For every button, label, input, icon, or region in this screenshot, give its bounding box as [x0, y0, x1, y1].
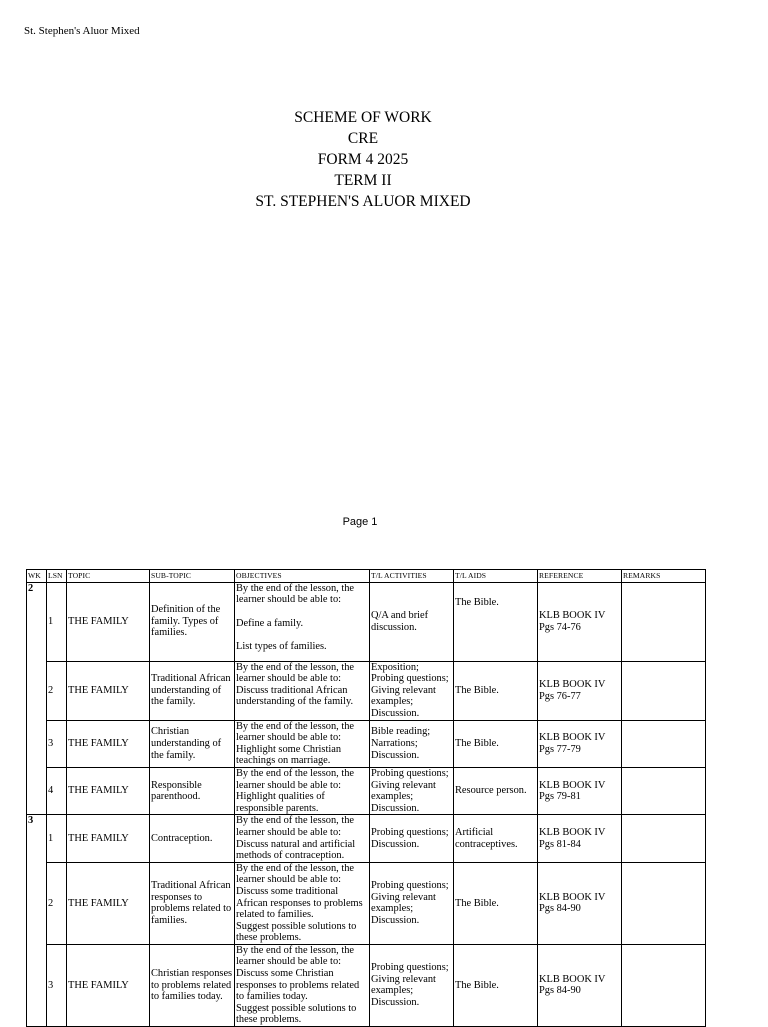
title-line: SCHEME OF WORK [294, 109, 432, 126]
topic-cell: THE FAMILY [67, 661, 150, 720]
activities-text: Probing questions; Giving relevant examples; Discussion. [371, 880, 449, 926]
activities-cell: Q/A and brief discussion. [370, 582, 454, 661]
remarks-cell [622, 815, 706, 862]
activities-text: Probing questions; Giving relevant examples; Discussion. [371, 962, 449, 1009]
activities-text: Exposition; Probing questions; Giving relevant examples; Discussion. [371, 661, 449, 719]
topic-cell: THE FAMILY [67, 767, 150, 814]
reference-text: KLB BOOK IV Pgs 74-76 [539, 610, 606, 633]
aids-cell: The Bible. [454, 862, 538, 944]
activities-cell [370, 661, 454, 720]
title-line: TERM II [334, 172, 392, 189]
objectives-text: By the end of the lesson, the learner should be able to: Discuss some traditional African responses to problems related to families. Suggest possible solutions to these problems. [236, 862, 363, 944]
remarks-cell [622, 862, 706, 944]
table-row [27, 815, 706, 862]
table-row [27, 944, 706, 1026]
reference-text: KLB BOOK IV Pgs 77-79 [539, 732, 606, 755]
reference-cell [538, 661, 622, 720]
topic-cell: THE FAMILY [67, 720, 150, 767]
objectives-text: By the end of the lesson, the learner should be able to: Discuss traditional African understanding of the family. [236, 661, 355, 708]
table-row [27, 862, 706, 944]
table-row [27, 767, 706, 814]
title-line: FORM 4 2025 [317, 151, 409, 168]
aids-cell: The Bible. [454, 661, 538, 720]
title-line: CRE [347, 130, 379, 147]
document-title-block [0, 107, 726, 212]
week-number-cell [27, 582, 47, 815]
col-header-aids: T/L AIDS [454, 570, 538, 583]
activities-cell [370, 944, 454, 1026]
remarks-cell [622, 720, 706, 767]
objective-item: List types of families. [236, 641, 327, 653]
lesson-number-cell: 4 [47, 767, 67, 814]
objectives-text: By the end of the lesson, the learner should be able to: Highlight qualities of responsible parents. [236, 767, 355, 814]
col-header-topic: TOPIC [67, 570, 150, 583]
objectives-cell [235, 582, 370, 661]
table-row [27, 720, 706, 767]
objectives-cell [235, 720, 370, 767]
reference-cell [538, 720, 622, 767]
col-header-remarks: REMARKS [622, 570, 706, 583]
reference-cell [538, 815, 622, 862]
week-number-cell [27, 815, 47, 1027]
sub-topic-cell: Contraception. [150, 815, 235, 862]
col-header-lsn: LSN [47, 570, 67, 583]
lesson-number-cell: 2 [47, 862, 67, 944]
reference-cell [538, 582, 622, 661]
sub-topic-cell: Traditional African responses to problems related to families. [150, 862, 235, 944]
reference-text: KLB BOOK IV Pgs 84-90 [539, 973, 606, 997]
sub-topic-cell: Christian responses to problems related to families today. [150, 944, 235, 1026]
activities-cell [370, 767, 454, 814]
activities-text: Probing questions; Giving relevant examples; Discussion. [371, 767, 449, 814]
activities-cell [370, 720, 454, 767]
sub-topic-cell: Responsible parenthood. [150, 767, 235, 814]
activities-cell [370, 862, 454, 944]
lesson-number-cell: 2 [47, 661, 67, 720]
sub-topic-cell: Christian understanding of the family. [150, 720, 235, 767]
sub-topic-cell: Definition of the family. Types of families. [150, 582, 235, 661]
aids-cell: Artificial contraceptives. [454, 815, 538, 862]
col-header-activities: T/L ACTIVITIES [370, 570, 454, 583]
objectives-text: By the end of the lesson, the learner should be able to: Discuss some Christian responses to problems related to families today. Suggest possible solutions to these problems. [236, 944, 360, 1026]
remarks-cell [622, 767, 706, 814]
aids-cell: Resource person. [454, 767, 538, 814]
sub-topic-cell: Traditional African understanding of the family. [150, 661, 235, 720]
reference-text: KLB BOOK IV Pgs 81-84 [539, 826, 606, 850]
remarks-cell [622, 661, 706, 720]
table-row [27, 661, 706, 720]
reference-text: KLB BOOK IV Pgs 76-77 [539, 679, 606, 702]
aids-cell: The Bible. [454, 582, 538, 661]
reference-cell [538, 944, 622, 1026]
objectives-cell [235, 944, 370, 1026]
aids-cell: The Bible. [454, 944, 538, 1026]
scheme-of-work-table [26, 569, 706, 1027]
page-number-label: Page 1 [342, 516, 378, 528]
objectives-cell [235, 862, 370, 944]
objectives-cell [235, 767, 370, 814]
week-number: 2 [28, 582, 34, 594]
reference-text: KLB BOOK IV Pgs 84-90 [539, 891, 606, 915]
table-row [27, 582, 706, 661]
objectives-intro: By the end of the lesson, the learner should be able to: [236, 582, 355, 606]
topic-cell: THE FAMILY [67, 944, 150, 1026]
objective-item: Define a family. [236, 617, 304, 629]
lesson-number-cell: 1 [47, 582, 67, 661]
topic-cell: THE FAMILY [67, 815, 150, 862]
lesson-number-cell: 3 [47, 944, 67, 1026]
remarks-cell [622, 582, 706, 661]
activities-cell [370, 815, 454, 862]
title-line: ST. STEPHEN'S ALUOR MIXED [255, 193, 471, 210]
lesson-number-cell: 3 [47, 720, 67, 767]
aids-cell: The Bible. [454, 720, 538, 767]
reference-cell [538, 767, 622, 814]
document-header-note: St. Stephen's Aluor Mixed [24, 25, 140, 37]
objectives-text: By the end of the lesson, the learner should be able to: Discuss natural and artificial methods of contraception. [236, 815, 356, 862]
activities-text: Probing questions; Discussion. [371, 826, 449, 850]
col-header-wk: WK [27, 570, 47, 583]
topic-cell: THE FAMILY [67, 862, 150, 944]
objectives-cell [235, 815, 370, 862]
table-header-row [27, 570, 706, 583]
col-header-sub-topic: SUB-TOPIC [150, 570, 235, 583]
topic-cell: THE FAMILY [67, 582, 150, 661]
objectives-cell [235, 661, 370, 720]
reference-cell [538, 862, 622, 944]
lesson-number-cell: 1 [47, 815, 67, 862]
reference-text: KLB BOOK IV Pgs 79-81 [539, 779, 606, 803]
objectives-text: By the end of the lesson, the learner should be able to: Highlight some Christian teachings on marriage. [236, 720, 355, 767]
activities-text: Bible reading; Narrations; Discussion. [371, 726, 431, 761]
col-header-reference: REFERENCE [538, 570, 622, 583]
col-header-objectives: OBJECTIVES [235, 570, 370, 583]
remarks-cell [622, 944, 706, 1026]
week-number: 3 [28, 815, 34, 827]
